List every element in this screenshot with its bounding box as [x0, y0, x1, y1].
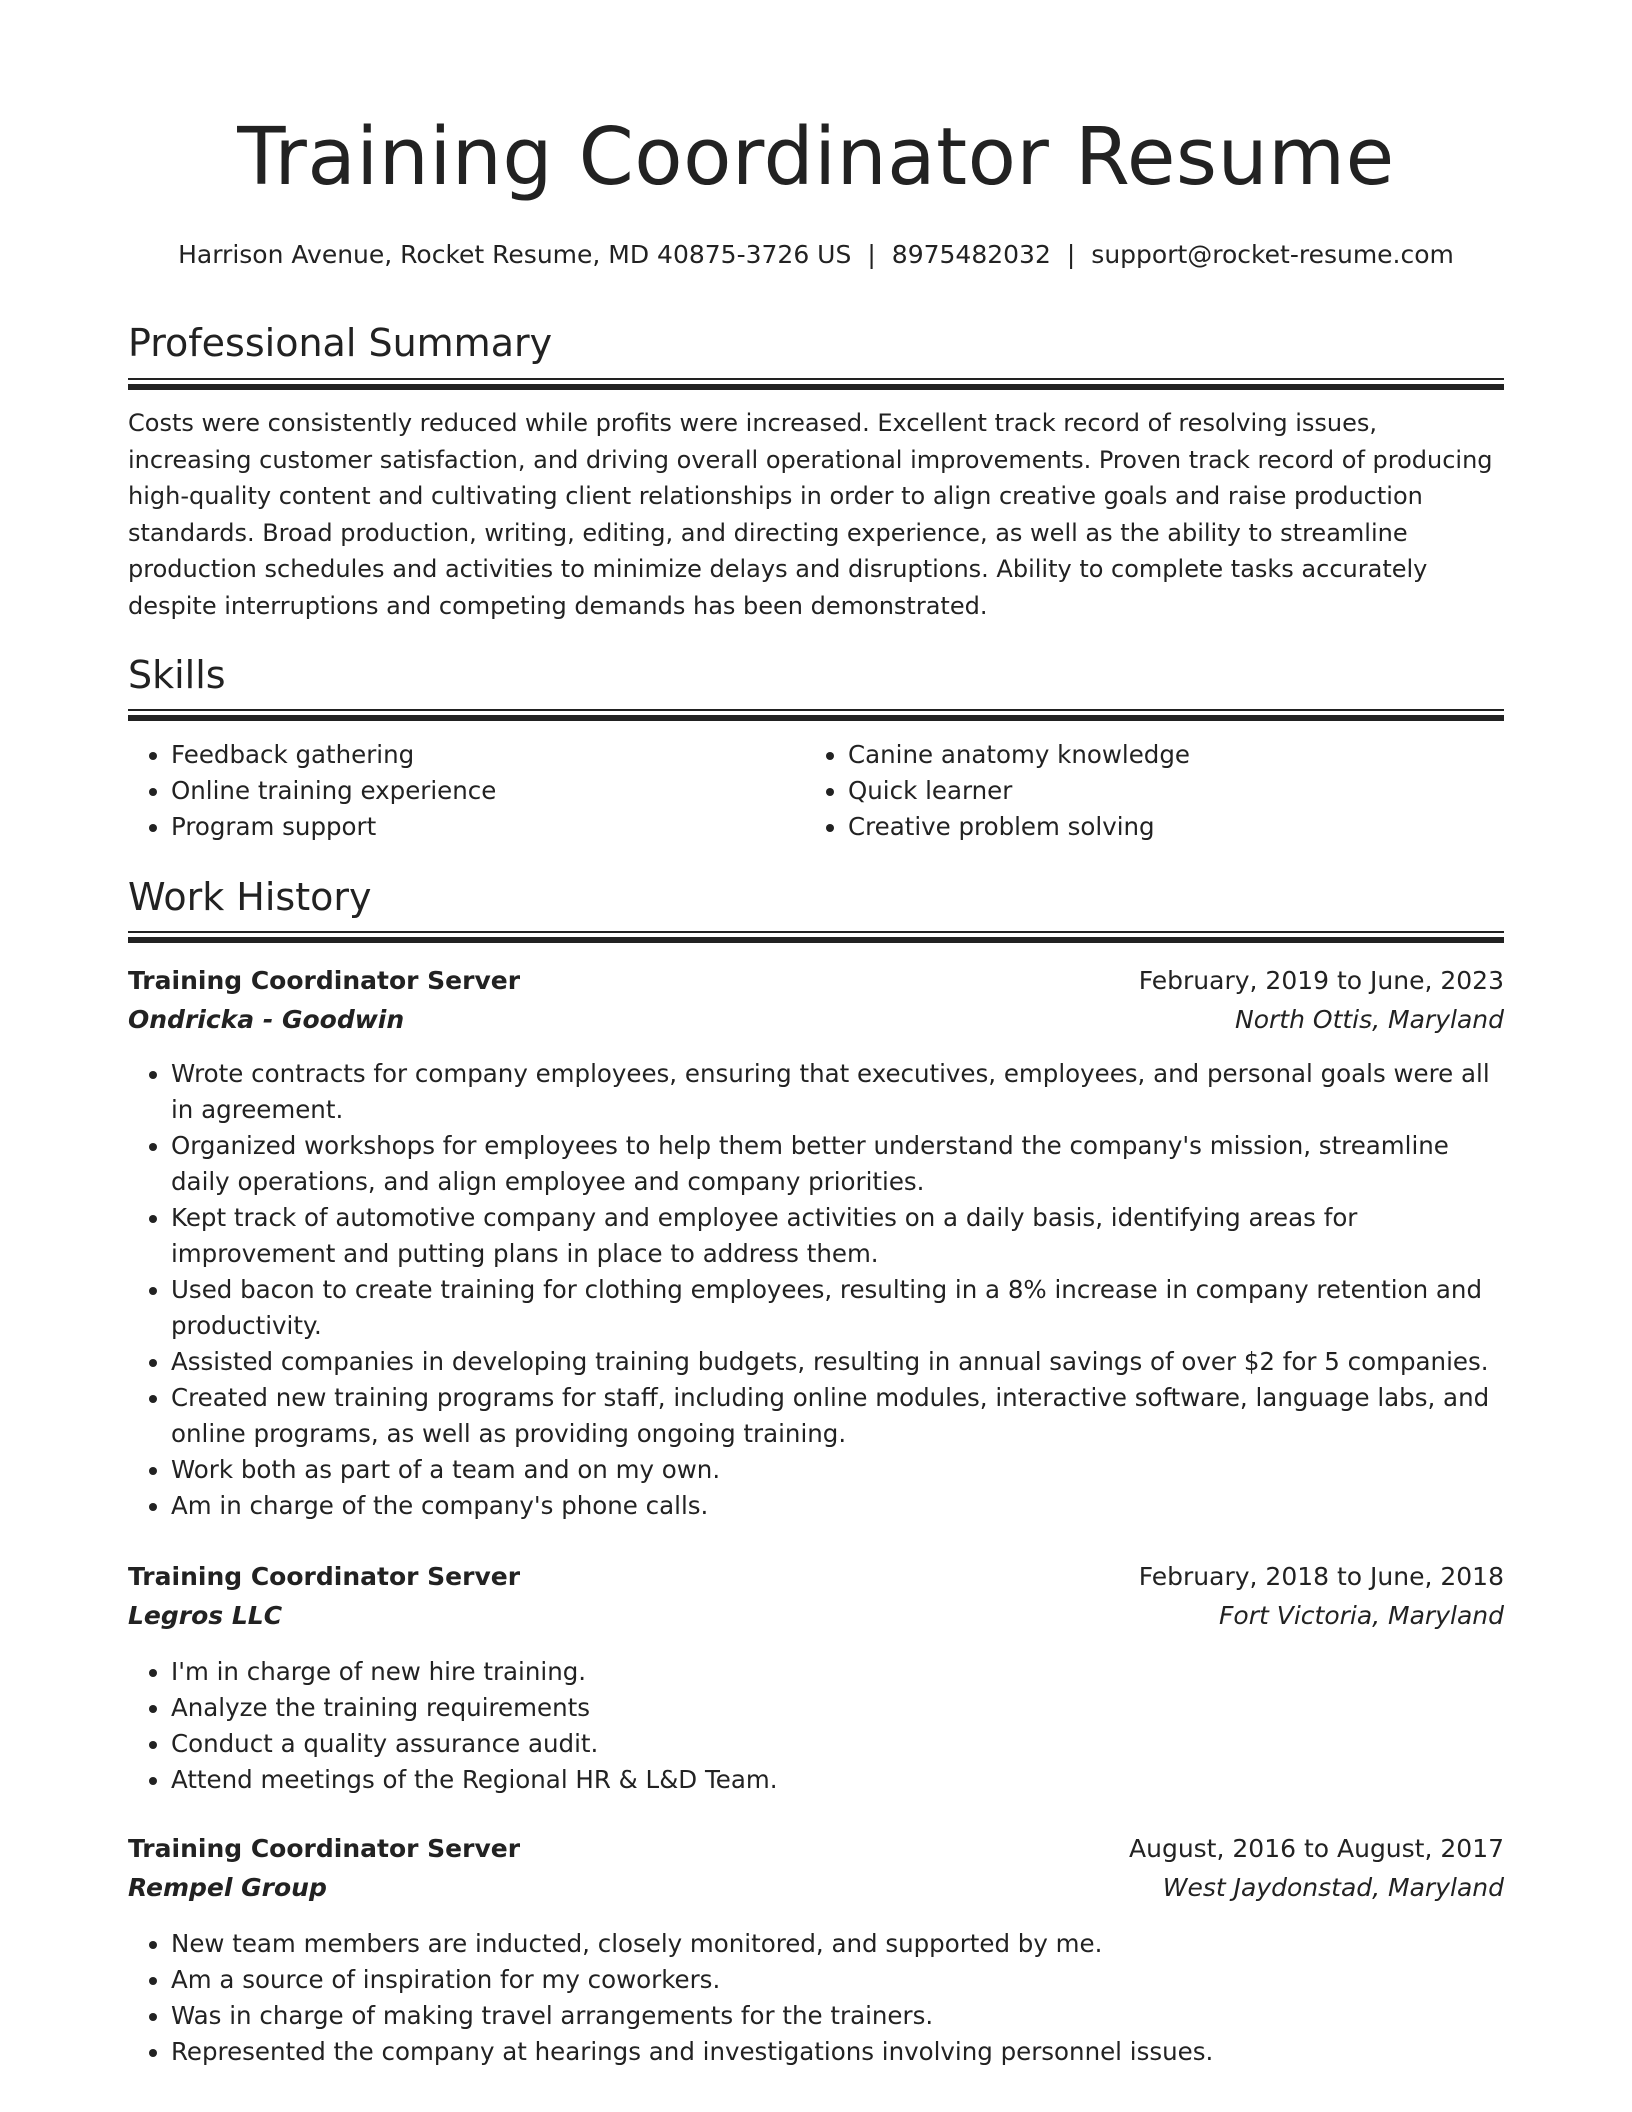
job-bullet: • Was in charge of making travel arrangements for the trainers. — [171, 1998, 1504, 2034]
job-bullet: • Wrote contracts for company employees, ensuring that executives, employees, and personal goals were all in agreement. — [171, 1056, 1504, 1128]
job-location: North Ottis, Maryland — [1235, 1005, 1504, 1034]
job-bullet: • I'm in charge of new hire training. — [171, 1654, 1504, 1690]
job-location: Fort Victoria, Maryland — [1219, 1601, 1504, 1630]
job-title: Training Coordinator Server — [128, 966, 521, 995]
job-title: Training Coordinator Server — [128, 1834, 521, 1863]
section-divider — [128, 378, 1504, 390]
job-location: West Jaydonstad, Maryland — [1162, 1873, 1504, 1902]
skill-item: • Creative problem solving — [848, 809, 1190, 845]
job-bullet: • Attend meetings of the Regional HR & L&D Team. — [171, 1762, 1504, 1798]
skill-item: • Feedback gathering — [171, 737, 496, 773]
section-heading-work-history: Work History — [128, 875, 372, 919]
resume-title: Training Coordinator Resume — [237, 111, 1395, 203]
job-company: Legros LLC — [128, 1601, 283, 1630]
job-bullet: • Am a source of inspiration for my coworkers. — [171, 1962, 1504, 1998]
job-title: Training Coordinator Server — [128, 1562, 521, 1591]
job-bullet: • New team members are inducted, closely monitored, and supported by me. — [171, 1926, 1504, 1962]
job-bullet: • Created new training programs for staff, including online modules, interactive software, language labs, and online programs, as well as providing ongoing training. — [171, 1380, 1504, 1452]
job-bullet: • Assisted companies in developing training budgets, resulting in annual savings of over $2 for 5 companies. — [171, 1344, 1504, 1380]
skill-item: • Quick learner — [848, 773, 1190, 809]
job-dates: February, 2018 to June, 2018 — [1138, 1562, 1504, 1591]
contact-email: support@rocket-resume.com — [1091, 240, 1454, 269]
job-bullets — [128, 1926, 1504, 2070]
job-bullet: • Kept track of automotive company and employee activities on a daily basis, identifying areas for improvement and putting plans in place to address them. — [171, 1200, 1504, 1272]
contact-line — [128, 240, 1504, 269]
job-dates: February, 2019 to June, 2023 — [1138, 966, 1504, 995]
summary-text: Costs were consistently reduced while profits were increased. Excellent track record of resolving issues, increasing customer satisfaction, and driving overall operational improvements. Proven track record of producing high-quality content and cultivating client relationships in order to align creative goals and raise production standards. Broad production, writing, editing, and directing experience, as well as the ability to streamline production schedules and activities to minimize delays and disruptions. Ability to complete tasks accurately despite interruptions and competing demands has been demonstrated. — [128, 409, 1493, 620]
job-company: Rempel Group — [128, 1873, 327, 1902]
job-bullet: • Work both as part of a team and on my own. — [171, 1452, 1504, 1488]
job-bullet: • Used bacon to create training for clothing employees, resulting in a 8% increase in company retention and productivity. — [171, 1272, 1504, 1344]
skill-item: • Online training experience — [171, 773, 496, 809]
skill-item: • Program support — [171, 809, 496, 845]
job-bullets — [128, 1654, 1504, 1798]
section-heading-summary: Professional Summary — [128, 321, 553, 365]
contact-separator: | — [867, 240, 876, 269]
job-dates: August, 2016 to August, 2017 — [1129, 1834, 1504, 1863]
skills-list-right — [805, 737, 1190, 845]
section-divider — [128, 709, 1504, 721]
job-bullets — [128, 1056, 1504, 1524]
job-bullet: • Conduct a quality assurance audit. — [171, 1726, 1504, 1762]
contact-separator: | — [1066, 240, 1076, 269]
job-bullet: • Am in charge of the company's phone calls. — [171, 1488, 1504, 1524]
contact-phone: 8975482032 — [891, 240, 1051, 269]
job-bullet: • Represented the company at hearings and investigations involving personnel issues. — [171, 2034, 1504, 2070]
section-heading-skills: Skills — [128, 653, 226, 697]
contact-address: Harrison Avenue, Rocket Resume, MD 40875-3726 US — [178, 240, 852, 269]
skill-item: • Canine anatomy knowledge — [848, 737, 1190, 773]
section-divider — [128, 931, 1504, 943]
job-bullet: • Analyze the training requirements — [171, 1690, 1504, 1726]
job-company: Ondricka - Goodwin — [128, 1005, 405, 1034]
job-bullet: • Organized workshops for employees to help them better understand the company's mission, streamline daily operations, and align employee and company priorities. — [171, 1128, 1504, 1200]
skills-list-left — [128, 737, 496, 845]
